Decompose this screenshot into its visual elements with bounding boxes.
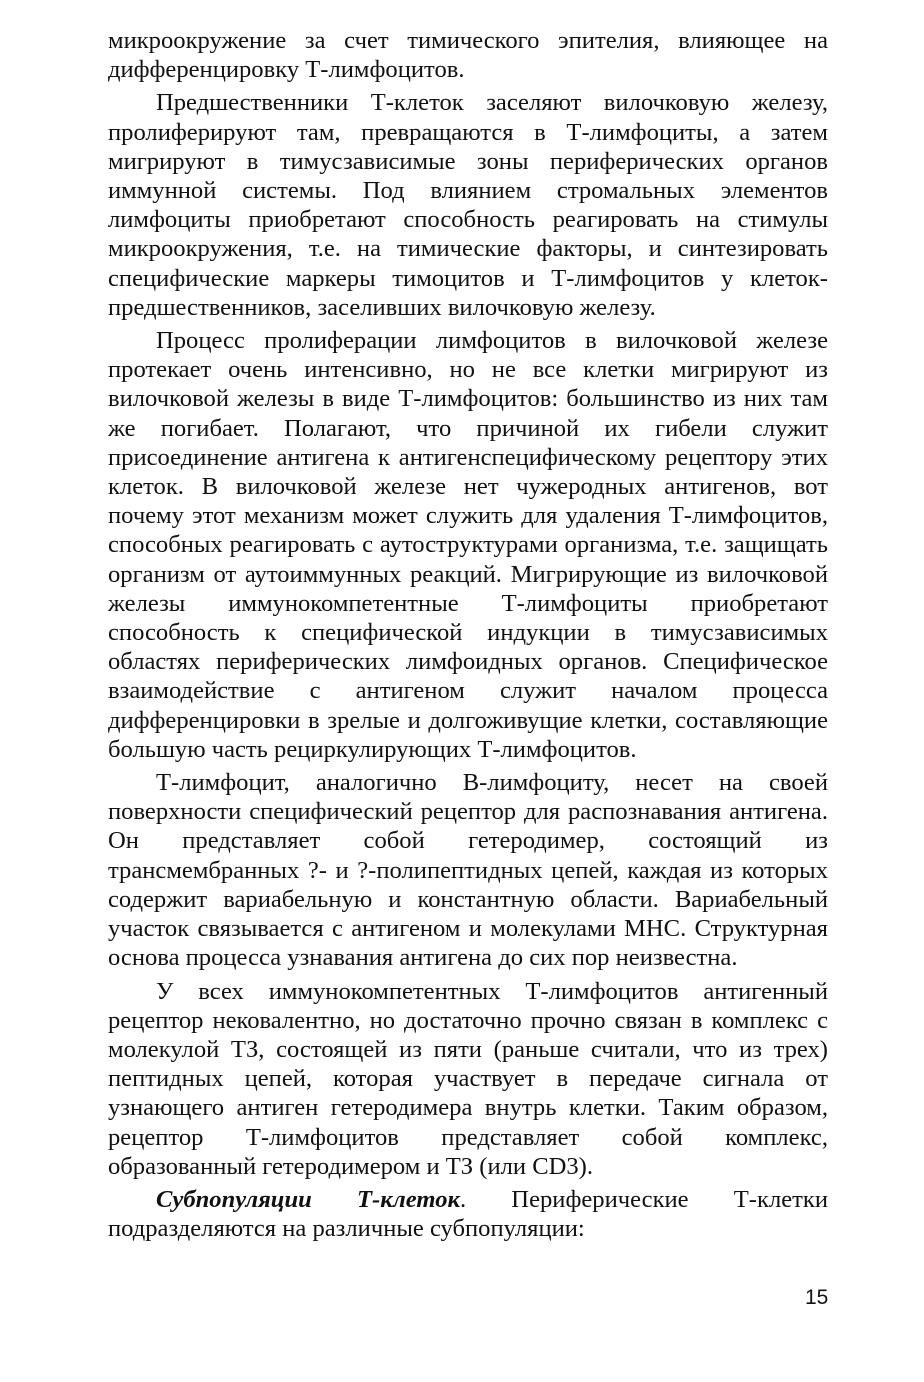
- paragraph-continuation: микроокружение за счет тимического эпителия, влияющее на дифференцировку Т-лимфоцитов.: [108, 27, 828, 84]
- subpopulations-text: . Периферические Т-клетки подразделяются на различные субпопуляции:: [108, 1185, 828, 1243]
- paragraph-proliferation: Процесс пролиферации лимфоцитов в вилочковой железе протекает очень интенсивно, но не все клетки мигрируют из вилочковой железы в виде Т-лимфоцитов: большинство из них там же погибает. Полагают, что причиной их гибели служит присоединение антигена к антигенспецифическому рецептору этих клеток. В вилочковой железе нет чужеродных антигенов, вот почему этот механизм может служить для удаления Т-лимфоцитов, способных реагировать с аутоструктурами организма, т.е. защищать организм от аутоиммунных реакций. Мигрирующие из вилочковой железы иммунокомпетентные Т-лимфоциты приобретают способность к специфической индукции в тимусзависимых областях периферических лимфоидных органов. Специфическое взаимодействие с антигеном служит началом процесса дифференцировки в зрелые и долгоживущие клетки, составляющие большую часть рециркулирующих Т-лимфоцитов.: [108, 327, 828, 763]
- paragraph-precursors: Предшественники Т-клеток заселяют вилочковую железу, пролиферируют там, превращаются в Т-лимфоциты, а затем мигрируют в тимусзависимые зоны периферических органов иммунной системы. Под влиянием стромальных элементов лимфоциты приобретают способность реагировать на стимулы микроокружения, т.е. на тимические факторы, и синтезировать специфические маркеры тимоцитов и Т-лимфоцитов у клеток-предшественников, заселивших вилочковую железу.: [108, 89, 828, 321]
- paragraph-receptor: Т-лимфоцит, аналогично В-лимфоциту, несет на своей поверхности специфический рецептор для распознавания антигена. Он представляет собой гетеродимер, состоящий из трансмембранных ?- и ?-полипептидных цепей, каждая из которых содержит вариабельную и константную области. Вариабельный участок связывается с антигеном и молекулами МНС. Структурная основа процесса узнавания антигена до сих пор неизвестна.: [108, 769, 828, 972]
- body-text: [108, 26, 828, 1243]
- subpopulations-heading: Субпопуляции Т-клеток: [156, 1185, 460, 1213]
- paragraph-subpopulations: [108, 1185, 828, 1243]
- page-number: 15: [805, 1286, 829, 1309]
- paragraph-t3-complex: У всех иммунокомпетентных Т-лимфоцитов антигенный рецептор нековалентно, но достаточно прочно связан в комплекс с молекулой ТЗ, состоящей из пяти (раньше считали, что из трех) пептидных цепей, которая участвует в передаче сигнала от узнающего антиген гетеродимера внутрь клетки. Таким образом, рецептор Т-лимфоцитов представляет собой комплекс, образованный гетеродимером и ТЗ (или CD3).: [108, 977, 828, 1180]
